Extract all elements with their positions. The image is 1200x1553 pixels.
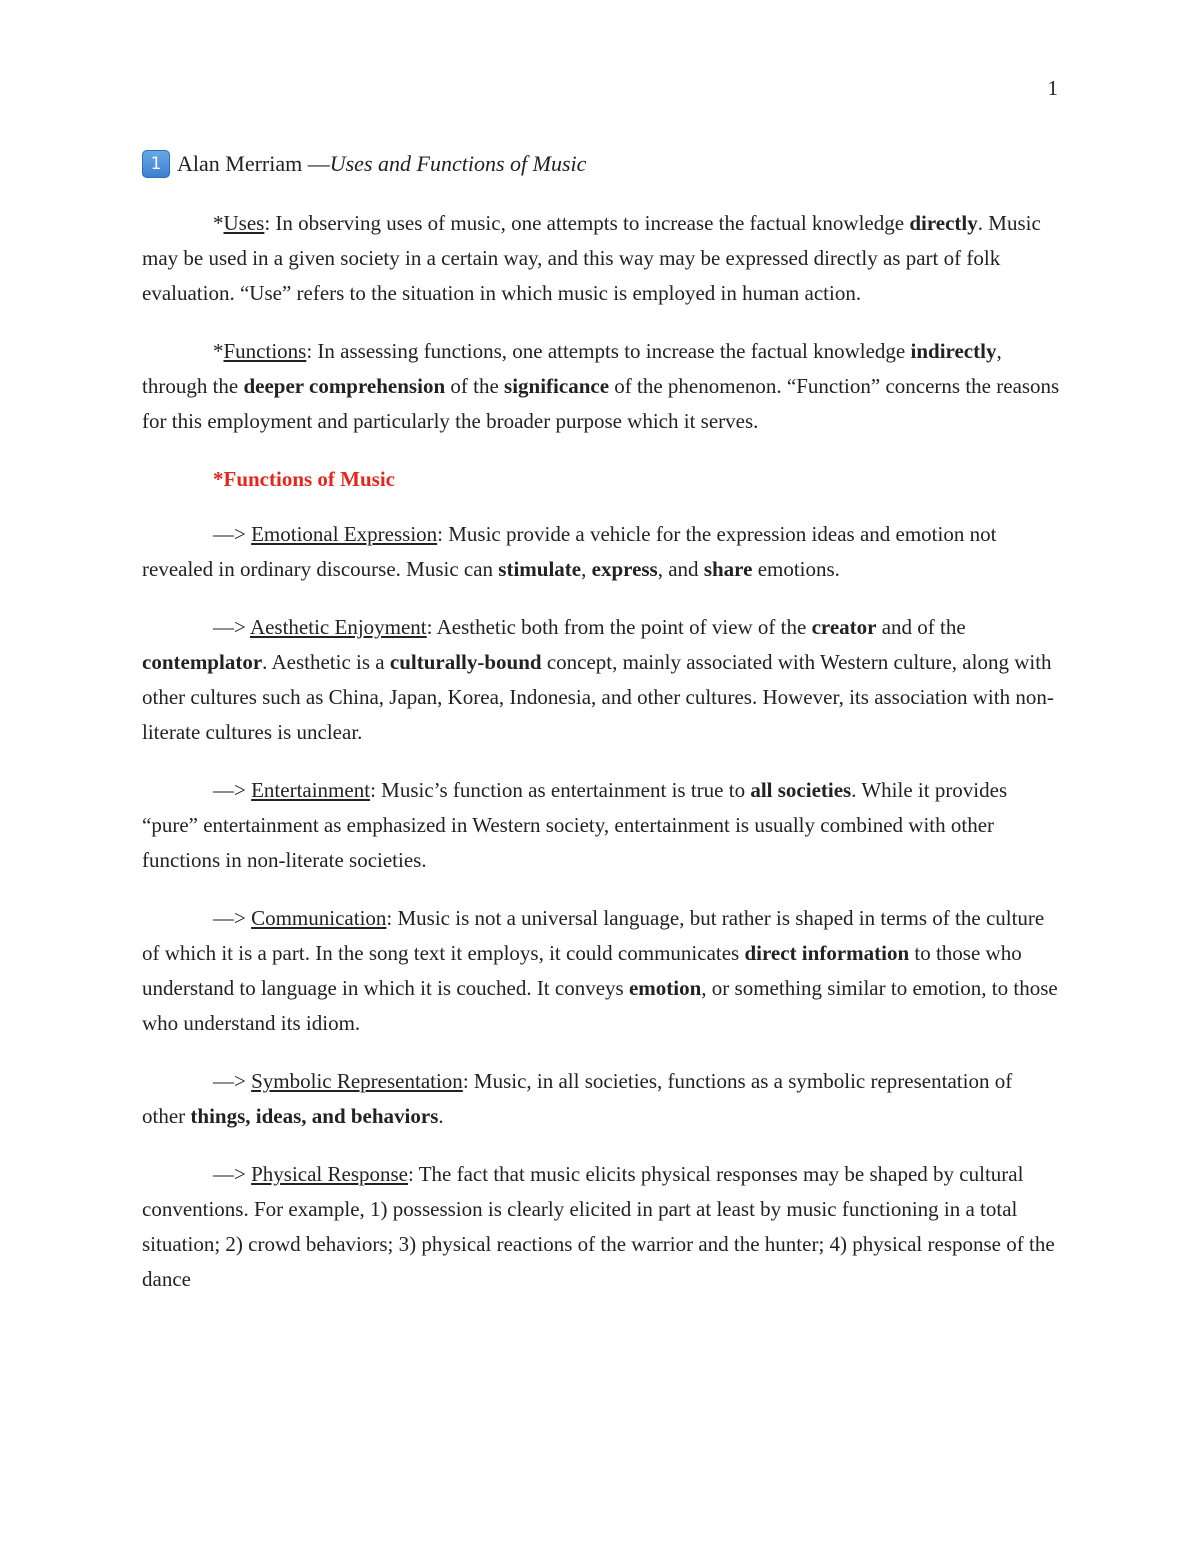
functions-paragraph: *Functions: In assessing functions, one attempts to increase the factual knowledge indirectly, through the deeper comprehension of the significance of the phenomenon. “Function” concerns the reasons for this employment and particularly the broader purpose which it serves. bbox=[142, 339, 1060, 433]
functions-of-music-heading: *Functions of Music bbox=[213, 467, 396, 491]
item-term: Physical Response bbox=[251, 1162, 408, 1186]
document-title bbox=[142, 146, 1060, 182]
uses-paragraph: *Uses: In observing uses of music, one attempts to increase the factual knowledge directly. Music may be used in a given society in a certain way, and this way may be expressed directly as part of folk evaluation. “Use” refers to the situation in which music is employed in human action. bbox=[142, 211, 1041, 305]
physical-response-item: —> Physical Response: The fact that music elicits physical responses may be shaped by cultural conventions. For example, 1) possession is clearly elicited in part at least by music functioning in a total situation; 2) crowd behaviors; 3) physical reactions of the warrior and the hunter; 4) physical response of the dance bbox=[142, 1162, 1055, 1291]
arrow: —> bbox=[213, 778, 252, 802]
title-work: Uses and Functions of Music bbox=[329, 151, 587, 176]
symbolic-representation-item: —> Symbolic Representation: Music, in all societies, functions as a symbolic representation of other things, ideas, and behaviors. bbox=[142, 1069, 1013, 1128]
uses-term: Uses bbox=[223, 211, 265, 235]
arrow: —> bbox=[213, 1162, 252, 1186]
functions-term: Functions bbox=[223, 339, 307, 363]
keycap-one-icon: 1 bbox=[142, 150, 170, 178]
item-term: Emotional Expression bbox=[251, 522, 438, 546]
arrow: —> bbox=[213, 1069, 252, 1093]
arrow: —> bbox=[213, 522, 252, 546]
arrow: —> bbox=[213, 906, 252, 930]
emotional-expression-item: —> Emotional Expression: Music provide a vehicle for the expression ideas and emotion not revealed in ordinary discourse. Music can stimulate, express, and share emotions. bbox=[142, 522, 997, 581]
title-author: Alan Merriam — bbox=[177, 151, 330, 176]
item-term: Entertainment bbox=[251, 778, 371, 802]
item-term: Symbolic Representation bbox=[251, 1069, 463, 1093]
entertainment-item: —> Entertainment: Music’s function as entertainment is true to all societies. While it provides “pure” entertainment as emphasized in Western society, entertainment is usually combined with other functions in non-literate societies. bbox=[142, 778, 1008, 872]
page-number: 1 bbox=[1047, 76, 1058, 100]
arrow: —> bbox=[213, 615, 250, 639]
communication-item: —> Communication: Music is not a universal language, but rather is shaped in terms of the culture of which it is a part. In the song text it employs, it could communicates direct information to those who understand to language in which it is couched. It conveys emotion, or something similar to emotion, to those who understand its idiom. bbox=[142, 906, 1058, 1035]
document-body bbox=[142, 146, 1060, 1320]
item-term: Aesthetic Enjoyment bbox=[249, 615, 427, 639]
aesthetic-enjoyment-item: —> Aesthetic Enjoyment: Aesthetic both from the point of view of the creator and of the contemplator. Aesthetic is a culturally-bound concept, mainly associated with Western culture, along with other cultures such as China, Japan, Korea, Indonesia, and other cultures. However, its association with non-literate cultures is unclear. bbox=[142, 615, 1054, 744]
item-term: Communication bbox=[251, 906, 387, 930]
